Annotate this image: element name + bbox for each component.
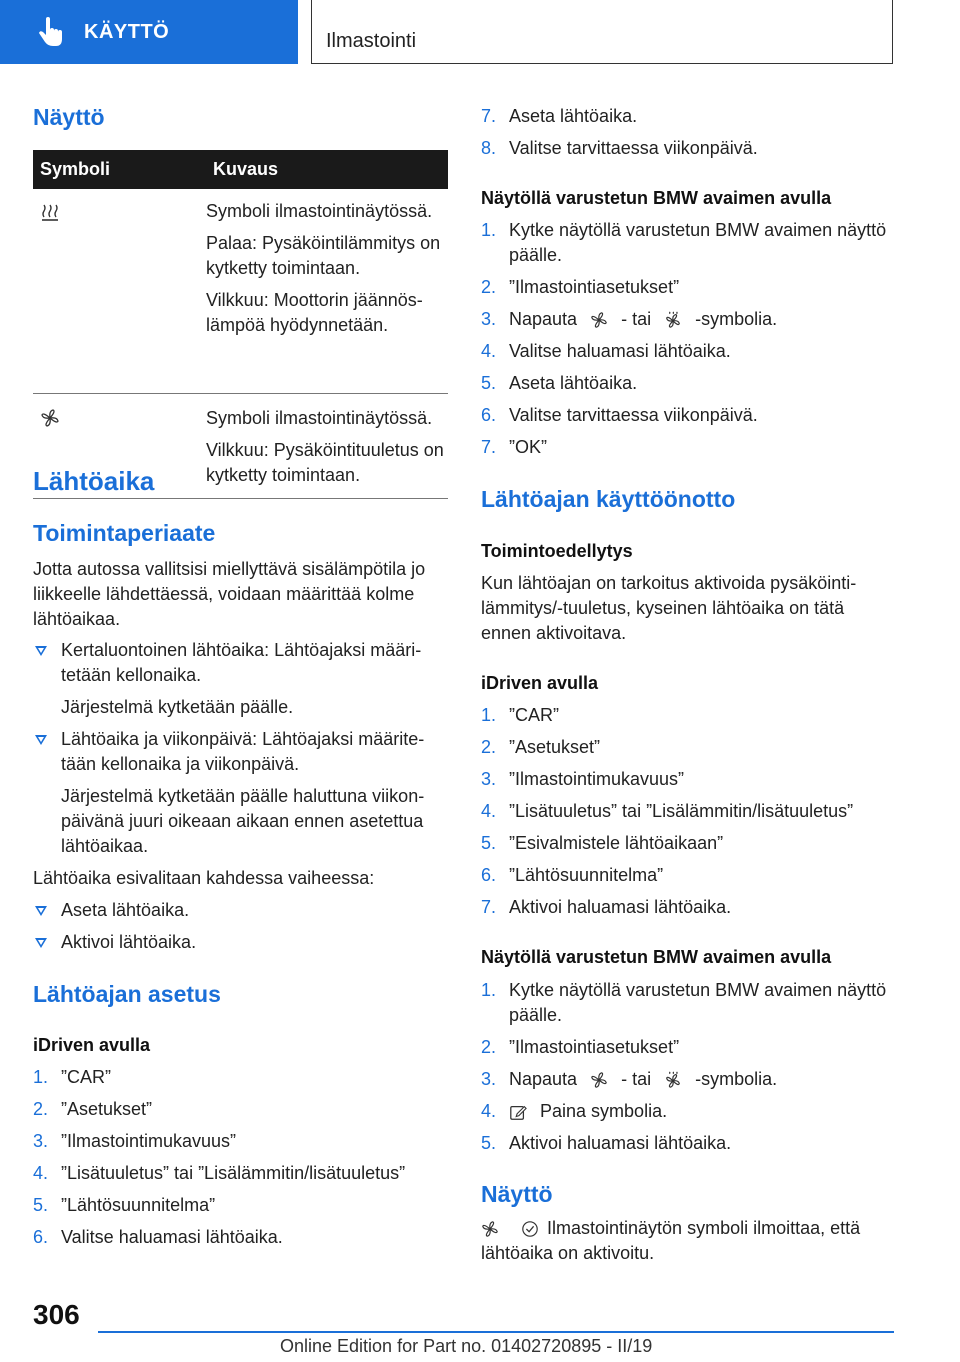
fan-icon [481,1220,499,1238]
heading-precondition: Toimintoedellytys [481,541,633,561]
fan-icon [590,311,608,329]
triangle-bullet-icon [35,906,47,916]
hand-pointer-icon [34,15,68,49]
list-item: 5. ”Esivalmistele lähtöaikaan” [481,833,724,853]
triangle-bullet-icon [35,938,47,948]
triangle-bullet-icon [35,646,47,656]
section-label: KÄYTTÖ [84,20,170,43]
principle-text: Jotta autossa vallitsisi miellyttävä sisälämpötila jo liikkeelle lähdettäessä, voidaan määrittää kolme lähtöaikaa. [33,559,426,629]
list-item: 3. ”Ilmastointimukavuus” [481,769,685,789]
list-item: 4. ”Lisätuuletus” tai ”Lisälämmitin/lisätuuletus” [33,1163,406,1183]
fan-icon [590,1071,608,1089]
heading-principle: Toimintaperiaate [33,520,216,546]
heater-fan-icon [664,1071,682,1089]
idrive-steps [33,1065,448,1250]
fan-icon [40,408,60,428]
table-header-row [33,150,448,189]
list-item: 3. ”Ilmastointimukavuus” [33,1131,237,1151]
list-item: 5. Aseta lähtöaika. [481,373,638,393]
precondition-text: Kun lähtöajan on tarkoitus aktivoida pysäköinti-lämmitys/-tuuletus, kyseinen lähtöaika on tätä ennen aktivoitava. [481,573,857,643]
heading-idrive: iDriven avulla [33,1035,151,1055]
row-1-line-2: Palaa: Pysäköintilämmitys on kytketty toimintaan. [206,233,441,278]
chapter-label: Ilmastointi [326,30,417,52]
heading-display: Näyttö [33,104,105,130]
footer-divider [98,1331,894,1333]
section-tab [0,0,298,64]
list-item: 2. ”Ilmastointiasetukset” [481,1037,680,1057]
table-header-desc: Kuvaus [206,150,448,189]
idrive2-steps [481,703,896,920]
list-item: 1. Kytke näytöllä varustetun BMW avaimen näyttö päälle. [481,980,887,1025]
continued-steps [481,104,896,161]
list-item: 7. Aktivoi haluamasi lähtöaika. [481,897,732,917]
list-item: 5. Aktivoi haluamasi lähtöaika. [481,1133,732,1153]
list-item: 8. Valitse tarvittaessa viikonpäivä. [481,138,758,158]
table-header-symbol: Symboli [33,150,206,189]
row-2-line-1: Symboli ilmastointinäytössä. [206,408,433,428]
list-item: 7. Aseta lähtöaika. [481,106,638,126]
footer-edition: Online Edition for Part no. 01402720895 - II/19 [280,1336,653,1356]
list-item: 3. Napauta - tai -symbolia. [481,1069,778,1089]
list-item: 3. Napauta - tai -symbolia. [481,309,778,329]
symbol-table [33,150,448,499]
phases-text: Lähtöaika esivalitaan kahdessa vaiheessa: [33,868,375,888]
list-item: 1. ”CAR” [33,1067,111,1087]
list-item: 4. ”Lisätuuletus” tai ”Lisälämmitin/lisätuuletus” [481,801,854,821]
triangle-bullet-icon [35,735,47,745]
list-item: Aseta lähtöaika. [33,898,448,923]
list-item: 7. ”OK” [481,437,547,457]
heading-key-1: Näytöllä varustetun BMW avaimen avulla [481,188,832,208]
list-item: 6. Valitse tarvittaessa viikonpäivä. [481,405,758,425]
display2-text-block [481,1216,896,1266]
heading-key-2: Näytöllä varustetun BMW avaimen avulla [481,947,832,967]
heater-fan-icon [664,311,682,329]
list-item: Kertaluontoinen lähtöaika: Lähtöajaksi määri-tetään kellonaika. [33,638,448,688]
heading-setting: Lähtöajan asetus [33,981,221,1007]
table-row [33,189,448,394]
phases-list [33,898,448,955]
row-1-line-1: Symboli ilmastointinäytössä. [206,201,433,221]
heading-activation: Lähtöajan käyttöönotto [481,486,736,512]
list-item: 2. ”Ilmastointiasetukset” [481,277,680,297]
heading-idrive-2: iDriven avulla [481,673,599,693]
row-1-line-3: Vilkkuu: Moottorin jäännös-lämpöä hyödynnetään. [206,290,423,335]
chapter-box [311,0,893,64]
list-item: Lähtöaika ja viikonpäivä: Lähtöajaksi määrite-tään kellonaika ja viikonpäivä. [33,727,448,777]
list-item-sub: Järjestelmä kytketään päälle haluttuna viikon-päivänä juuri oikeaan aikaan ennen asetettua lähtöaikaa. [61,786,425,856]
list-item: 4. Valitse haluamasi lähtöaika. [481,341,731,361]
check-circle-icon [521,1220,539,1238]
key1-steps [481,218,896,460]
list-item: Aktivoi lähtöaika. [33,930,448,955]
display2-text: Ilmastointinäytön symboli ilmoittaa, että lähtöaika on aktivoitu. [481,1218,861,1263]
list-item: 1. Kytke näytöllä varustetun BMW avaimen näyttö päälle. [481,220,887,265]
page-number: 306 [33,1299,80,1330]
bullet-list [33,638,448,859]
list-item: 5. ”Lähtösuunnitelma” [33,1195,216,1215]
heading-display-2: Näyttö [481,1181,553,1207]
list-item: 2. ”Asetukset” [481,737,601,757]
list-item: 6. Valitse haluamasi lähtöaika. [33,1227,283,1247]
list-item: 1. ”CAR” [481,705,559,725]
heading-departure: Lähtöaika [33,466,155,496]
edit-icon [509,1103,527,1121]
list-item: 4. Paina symbolia. [481,1101,668,1121]
key2-steps [481,978,896,1156]
row-2-line-2: Vilkkuu: Pysäköintituuletus on kytketty toimintaan. [206,440,444,485]
list-item: 2. ”Asetukset” [33,1099,153,1119]
list-item: 6. ”Lähtösuunnitelma” [481,865,664,885]
heater-icon [40,203,60,223]
list-item-sub: Järjestelmä kytketään päälle. [61,697,294,717]
